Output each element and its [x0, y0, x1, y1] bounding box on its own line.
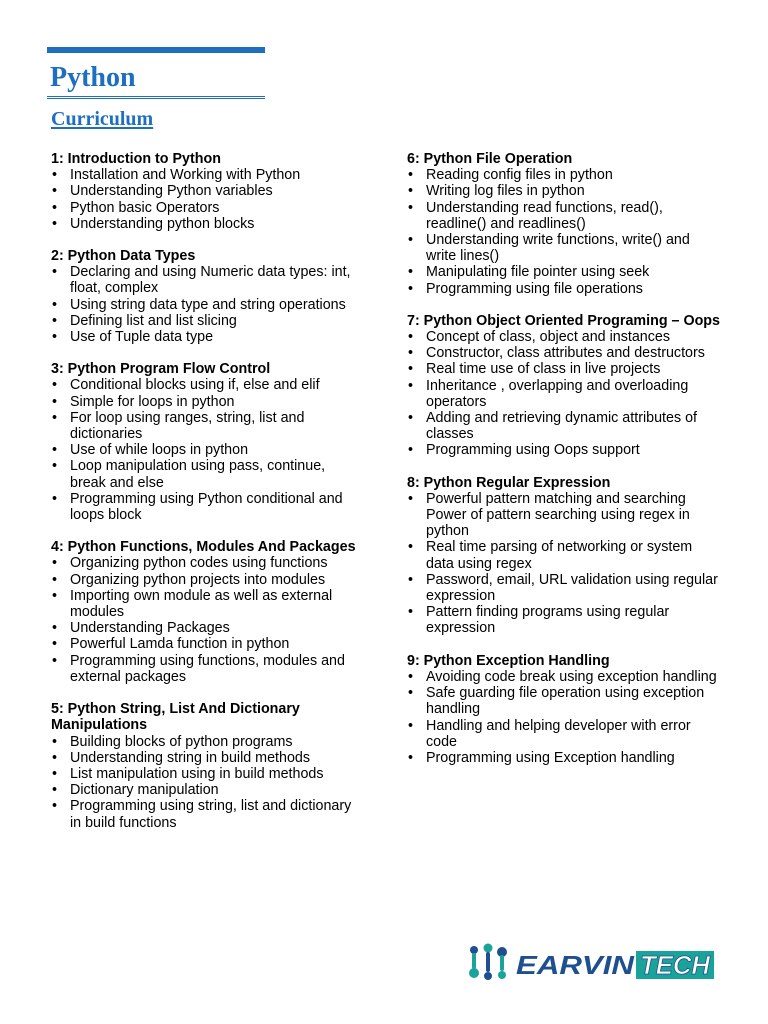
topic-item: • Simple for loops in python — [51, 394, 363, 410]
topic-item: • Conditional blocks using if, else and elif — [51, 377, 363, 393]
topic-item: • Programming using file operations — [407, 281, 721, 297]
topic-item: • For loop using ranges, string, list and dictionaries — [51, 410, 363, 442]
topic-list — [51, 377, 363, 523]
section-title: 7: Python Object Oriented Programing – Oops — [407, 312, 720, 329]
topic-item: • Real time parsing of networking or system data using regex — [407, 539, 721, 571]
topic-item: • Manipulating file pointer using seek — [407, 264, 721, 280]
topic-item: • Real time use of class in live projects — [407, 361, 721, 377]
section-title: 3: Python Program Flow Control — [51, 361, 271, 378]
topic-item: • Writing log files in python — [407, 183, 721, 199]
topic-item: • Defining list and list slicing — [51, 313, 363, 329]
topic-list — [51, 555, 363, 685]
topic-item: • Powerful pattern matching and searching Power of pattern searching using regex in python — [407, 491, 721, 540]
topic-list — [407, 491, 721, 637]
topic-item: • Programming using functions, modules and external packages — [51, 653, 363, 685]
topic-item: • Loop manipulation using pass, continue, break and else — [51, 458, 363, 490]
topic-list — [407, 329, 721, 459]
topic-list — [51, 734, 363, 831]
topic-item: • Pattern finding programs using regular expression — [407, 604, 721, 636]
section-title: 2: Python Data Types — [51, 248, 196, 265]
topic-item: • Using string data type and string operations — [51, 297, 363, 313]
curriculum-section — [407, 313, 721, 459]
curriculum-section — [51, 361, 363, 523]
logo-graphic — [466, 940, 718, 990]
curriculum-section — [51, 539, 363, 685]
topic-item: • Programming using Python conditional and loops block — [51, 491, 363, 523]
topic-item: • Concept of class, object and instances — [407, 329, 721, 345]
topic-item: • Programming using Oops support — [407, 442, 721, 458]
logo-text-earvin: EARVIN — [516, 950, 636, 980]
topic-item: • Use of Tuple data type — [51, 329, 363, 345]
topic-list — [51, 167, 363, 232]
topic-item: • Reading config files in python — [407, 167, 721, 183]
curriculum-section — [51, 151, 363, 232]
curriculum-section — [407, 151, 721, 297]
topic-item: • Programming using string, list and dictionary in build functions — [51, 798, 363, 830]
topic-item: • Use of while loops in python — [51, 442, 363, 458]
topic-item: • Safe guarding file operation using exception handling — [407, 685, 721, 717]
section-title: 4: Python Functions, Modules And Packages — [51, 539, 356, 556]
topic-item: • Inheritance , overlapping and overloading operators — [407, 378, 721, 410]
topic-list — [407, 669, 721, 766]
topic-item: • Understanding read functions, read(), readline() and readlines() — [407, 200, 721, 232]
topic-item: • Adding and retrieving dynamic attributes of classes — [407, 410, 721, 442]
header-accent-bar — [47, 47, 265, 53]
curriculum-section — [51, 248, 363, 345]
topic-item: • Organizing python codes using functions — [51, 555, 363, 571]
topic-item: • Understanding write functions, write() and write lines() — [407, 232, 721, 264]
topic-list — [51, 264, 363, 345]
logo-mark-icon — [469, 944, 507, 981]
logo-text-tech: TECH — [640, 950, 712, 980]
topic-item: • Understanding python blocks — [51, 216, 363, 232]
curriculum-section — [407, 653, 721, 766]
right-column — [407, 151, 721, 782]
topic-item: • Building blocks of python programs — [51, 734, 363, 750]
earvintech-logo — [466, 940, 718, 990]
topic-item: • Understanding Packages — [51, 620, 363, 636]
section-title: 1: Introduction to Python — [51, 151, 221, 167]
topic-item: • Importing own module as well as external modules — [51, 588, 363, 620]
topic-item: • Constructor, class attributes and destructors — [407, 345, 721, 361]
topic-item: • Declaring and using Numeric data types: int, float, complex — [51, 264, 363, 296]
topic-item: • Python basic Operators — [51, 200, 363, 216]
page-title: Python — [50, 62, 136, 93]
section-title: 6: Python File Operation — [407, 151, 573, 167]
title-underline-rule — [47, 96, 265, 99]
topic-item: • Understanding string in build methods — [51, 750, 363, 766]
topic-item: • Handling and helping developer with error code — [407, 718, 721, 750]
section-title: 9: Python Exception Handling — [407, 652, 610, 669]
curriculum-section — [51, 701, 363, 831]
topic-item: • Dictionary manipulation — [51, 782, 363, 798]
topic-list — [407, 167, 721, 297]
page-subtitle: Curriculum — [51, 108, 154, 130]
topic-item: • Password, email, URL validation using regular expression — [407, 572, 721, 604]
topic-item: • Organizing python projects into modules — [51, 572, 363, 588]
section-title: 5: Python String, List And Dictionary Manipulations — [51, 701, 300, 734]
topic-item: • Avoiding code break using exception handling — [407, 669, 721, 685]
topic-item: • List manipulation using in build methods — [51, 766, 363, 782]
section-title: 8: Python Regular Expression — [407, 474, 611, 491]
topic-item: • Programming using Exception handling — [407, 750, 721, 766]
curriculum-section — [407, 475, 721, 637]
topic-item: • Powerful Lamda function in python — [51, 636, 363, 652]
topic-item: • Understanding Python variables — [51, 183, 363, 199]
left-column — [51, 151, 363, 847]
topic-item: • Installation and Working with Python — [51, 167, 363, 183]
